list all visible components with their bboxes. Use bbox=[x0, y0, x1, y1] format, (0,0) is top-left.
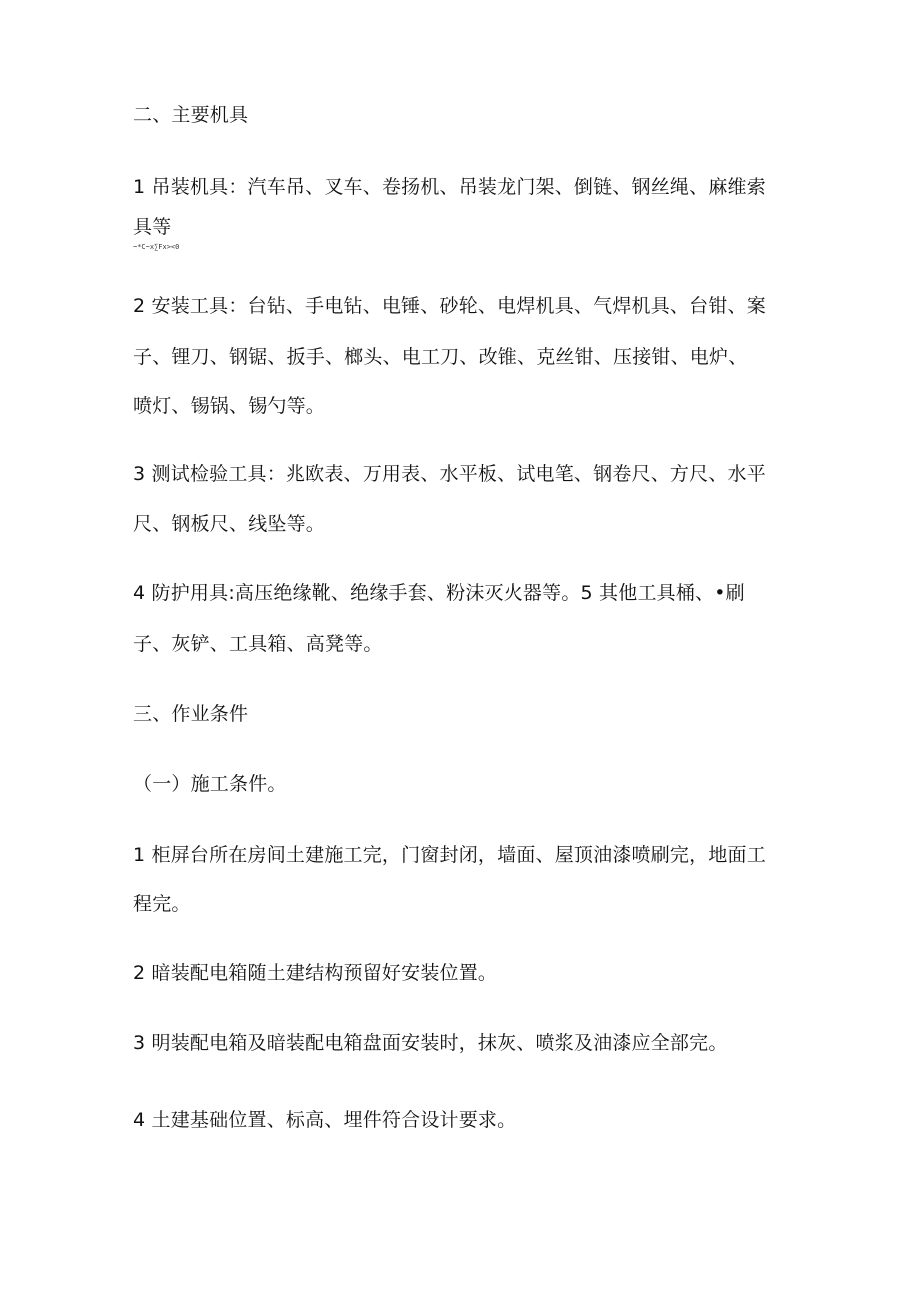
paragraph-protective-gear-line1: 4 防护用具:高压绝缘靴、绝缘手套、粉沫灭火器等。5 其他工具桶、•刷 bbox=[133, 582, 745, 604]
paragraph-condition1-line2: 程完。 bbox=[133, 893, 191, 915]
paragraph-lifting-tools-line1: 1 吊装机具：汽车吊、叉车、卷扬机、吊装龙门架、倒链、钢丝绳、麻维索 bbox=[133, 176, 766, 198]
paragraph-protective-gear-line2: 子、灰铲、工具箱、高凳等。 bbox=[133, 633, 383, 655]
scan-artifact-text: ~*C~x∑Fx><0 bbox=[133, 243, 180, 251]
subheading-construction-conditions: （一）施工条件。 bbox=[133, 773, 287, 795]
section-heading-work-conditions: 三、作业条件 bbox=[133, 703, 249, 725]
paragraph-install-tools-line2: 子、锂刀、钢锯、扳手、榔头、电工刀、改锥、克丝钳、压接钳、电炉、 bbox=[133, 346, 748, 368]
section-heading-main-tools: 二、主要机具 bbox=[133, 104, 249, 126]
paragraph-test-tools-line2: 尺、钢板尺、线坠等。 bbox=[133, 513, 326, 535]
paragraph-test-tools-line1: 3 测试检验工具：兆欧表、万用表、水平板、试电笔、钢卷尺、方尺、水平 bbox=[133, 463, 766, 485]
paragraph-install-tools-line1: 2 安装工具：台钻、手电钻、电锤、砂轮、电焊机具、气焊机具、台钳、案 bbox=[133, 295, 766, 317]
paragraph-install-tools-line3: 喷灯、锡锅、锡勺等。 bbox=[133, 395, 326, 417]
paragraph-condition4: 4 土建基础位置、标高、埋件符合设计要求。 bbox=[133, 1109, 517, 1131]
paragraph-condition1-line1: 1 柜屏台所在房间土建施工完，门窗封闭，墙面、屋顶油漆喷刷完，地面工 bbox=[133, 844, 766, 866]
paragraph-lifting-tools-line2: 具等 bbox=[133, 216, 172, 238]
paragraph-condition2: 2 暗装配电箱随土建结构预留好安装位置。 bbox=[133, 962, 498, 984]
paragraph-condition3: 3 明装配电箱及暗装配电箱盘面安装时，抹灰、喷浆及油漆应全部完。 bbox=[133, 1032, 728, 1054]
